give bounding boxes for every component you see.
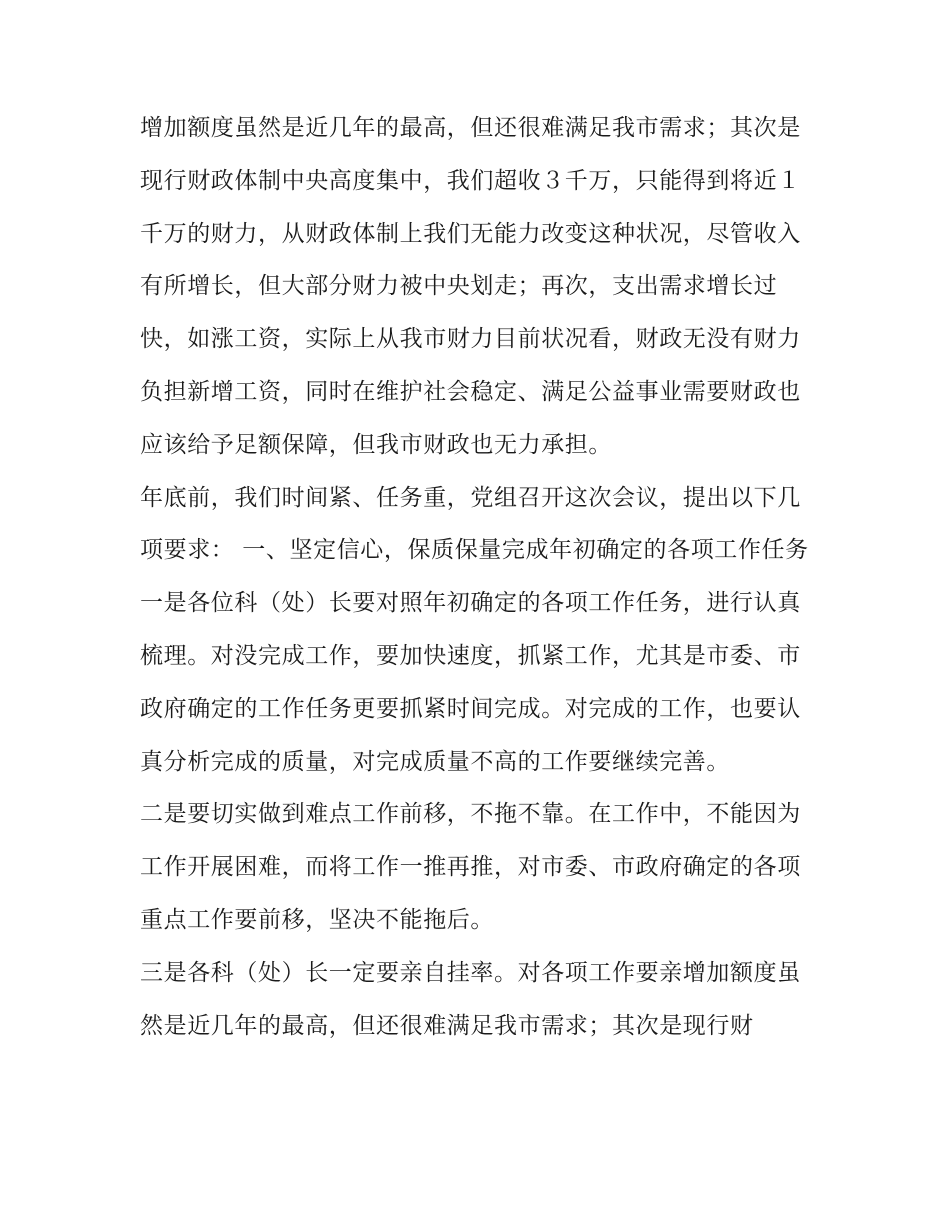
paragraph-point-one: 一是各位科（处）长要对照年初确定的各项工作任务，进行认真梳理。对没完成工作，要加快速度，抓紧工作，尤其是市委、市政府确定的工作任务更要抓紧时间完成。对完成的工作，也要认真分析完成的质量，对完成质量不高的工作要继续完善。 <box>140 590 801 775</box>
paragraph-budget-constraints: 增加额度虽然是近几年的最高，但还很难满足我市需求；其次是现行财政体制中央高度集中，我们超收３千万，只能得到将近１千万的财力，从财政体制上我们无能力改变这种状况，尽管收入有所增长，但大部分财力被中央划走；再次，支出需求增长过快，如涨工资，实际上从我市财力目前状况看，财政无没有财力负担新增工资，同时在维护社会稳定、满足公益事业需要财政也应该给予足额保障，但我市财政也无力承担。 <box>140 115 801 458</box>
paragraph-point-three: 三是各科（处）长一定要亲自挂率。对各项工作要亲增加额度虽然是近几年的最高，但还很难满足我市需求；其次是现行财 <box>140 959 801 1039</box>
document-body <box>140 102 820 1052</box>
paragraph-point-two: 二是要切实做到难点工作前移，不拖不靠。在工作中，不能因为工作开展困难，而将工作一推再推，对市委、市政府确定的各项重点工作要前移，坚决不能拖后。 <box>140 801 801 933</box>
paragraph-meeting-requirements: 年底前，我们时间紧、任务重，党组召开这次会议，提出以下几项要求： 一、坚定信心，保质保量完成年初确定的各项工作任务 <box>140 484 809 564</box>
